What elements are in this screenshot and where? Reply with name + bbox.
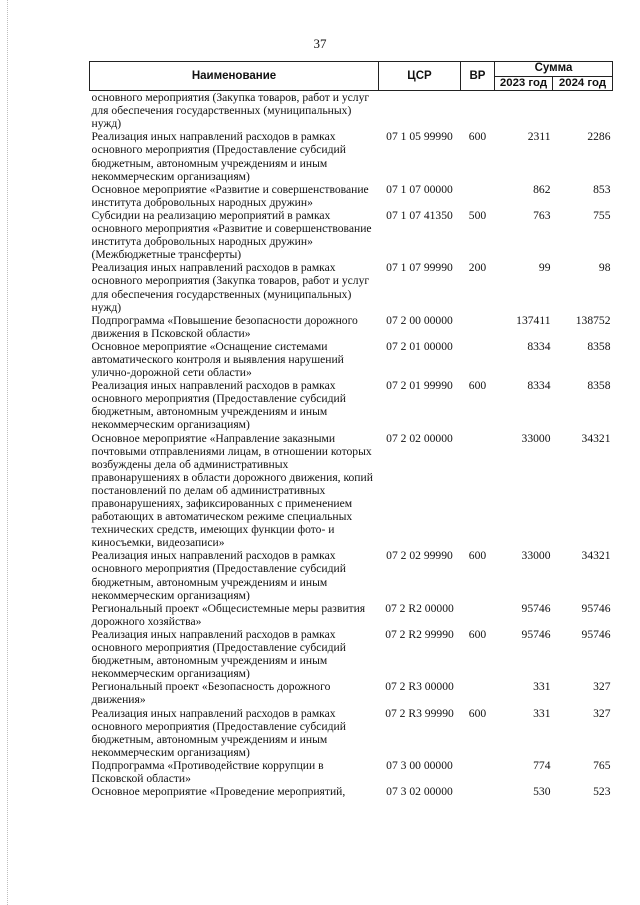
- row-name-cell: Региональный проект «Общесистемные меры развития дорожного хозяйства»: [91, 601, 366, 628]
- row-vr-cell: [461, 602, 495, 628]
- header-sum: Сумма: [495, 62, 613, 77]
- row-name-cell: Подпрограмма «Противодействие коррупции в Псковской области»: [91, 758, 324, 785]
- table-row: [90, 707, 613, 759]
- row-vr-cell: [461, 314, 495, 340]
- row-vr-cell: [461, 432, 495, 550]
- row-vr-cell: [461, 785, 495, 798]
- row-2023-cell: [495, 91, 553, 131]
- table-row: [90, 379, 613, 431]
- page-number: 37: [313, 36, 327, 51]
- row-name-cell: Реализация иных направлений расходов в рамках основного мероприятия (Предоставление субсидий бюджетным, автономным учреждениям и иным некоммерческим организациям): [91, 706, 346, 759]
- row-csr-cell: 07 2 R3 99990: [385, 706, 454, 720]
- row-2023-cell: 331: [533, 706, 551, 720]
- row-vr-cell: 600: [468, 706, 487, 720]
- table-row: [90, 549, 613, 601]
- row-vr-cell: [461, 340, 495, 379]
- header-name: Наименование: [90, 62, 379, 91]
- row-2023-cell: 95746: [521, 627, 551, 641]
- header-csr: ЦСР: [379, 62, 461, 91]
- row-name-cell: Субсидии на реализацию мероприятий в рамках основного мероприятия «Развитие и совершенствование института добровольных народных дружин» (Межбюджетные трансферты): [91, 208, 372, 262]
- row-name-cell: Реализация иных направлений расходов в рамках основного мероприятия (Предоставление субсидий бюджетным, автономным учреждениям и иным некоммерческим организациям): [91, 549, 346, 602]
- row-csr-cell: 07 2 02 99990: [386, 549, 453, 563]
- row-2023-cell: 331: [533, 680, 551, 694]
- row-2024-cell: [553, 91, 613, 131]
- row-2024-cell: 765: [593, 758, 611, 772]
- row-vr-cell: 600: [468, 549, 487, 563]
- table-row: [90, 602, 613, 628]
- row-name-cell: Основное мероприятие «Направление заказными почтовыми отправлениями лицам, в отношении которых возбуждены дела об административных правонарушениях в области дорожного движения, копий постановлений по делам об административных правонарушениях, зафиксированных с применением работающих в автоматическом режиме специальных технических средств, имеющих функции фото- и киносъемки, видеозаписи»: [91, 431, 373, 550]
- row-csr-cell: 07 2 R3 00000: [385, 680, 454, 694]
- row-2024-cell: 34321: [581, 431, 611, 445]
- row-name-cell: Основное мероприятие «Оснащение системами автоматического контроля и выявления нарушений улично-дорожной сети области»: [91, 339, 344, 380]
- row-csr-cell: 07 2 02 00000: [386, 431, 453, 445]
- header-vr: ВР: [461, 62, 495, 91]
- row-vr-cell: 500: [468, 208, 487, 222]
- row-2024-cell: 95746: [581, 601, 611, 615]
- table-row: [90, 183, 613, 209]
- row-csr-cell: 07 2 R2 00000: [385, 601, 454, 615]
- row-2024-cell: 34321: [581, 549, 611, 563]
- row-2023-cell: 774: [533, 758, 551, 772]
- row-name-cell: Реализация иных направлений расходов в рамках основного мероприятия (Предоставление субсидий бюджетным, автономным учреждениям и иным некоммерческим организациям): [91, 627, 346, 681]
- row-csr-cell: 07 1 07 00000: [386, 182, 453, 196]
- table-row: [90, 209, 613, 261]
- row-csr-cell: 07 1 07 41350: [386, 208, 453, 222]
- table-row: [90, 759, 613, 785]
- row-name-cell: основного мероприятия (Закупка товаров, работ и услуг для обеспечения государственных (муниципальных) нужд): [91, 91, 370, 131]
- row-2023-cell: 8334: [527, 379, 551, 393]
- table-row: [90, 130, 613, 182]
- row-2024-cell: 327: [593, 680, 611, 694]
- row-2024-cell: 853: [593, 182, 611, 196]
- row-2024-cell: 95746: [581, 627, 611, 641]
- row-csr-cell: [379, 91, 461, 131]
- row-vr-cell: 600: [468, 627, 487, 641]
- table-row: [90, 785, 613, 798]
- row-2024-cell: 755: [593, 208, 611, 222]
- budget-table: [89, 61, 613, 798]
- row-2024-cell: 8358: [587, 379, 611, 393]
- header-year-2024: 2024 год: [553, 77, 613, 91]
- table-body: [90, 91, 613, 799]
- table-row: [90, 340, 613, 379]
- row-name-cell: Основное мероприятие «Развитие и совершенствование института добровольных народных дружин»: [91, 182, 369, 209]
- row-2023-cell: 862: [533, 182, 551, 196]
- row-name-cell: Реализация иных направлений расходов в рамках основного мероприятия (Предоставление субсидий бюджетным, автономным учреждениям и иным некоммерческим организациям): [91, 130, 346, 183]
- row-csr-cell: 07 2 R2 99990: [385, 627, 454, 641]
- row-2024-cell: 2286: [587, 130, 611, 144]
- row-2023-cell: 2311: [527, 130, 551, 144]
- row-2023-cell: 530: [533, 785, 551, 799]
- table-row: [90, 432, 613, 550]
- row-name-cell: Реализация иных направлений расходов в рамках основного мероприятия (Предоставление субсидий бюджетным, автономным учреждениям и иным некоммерческим организациям): [91, 379, 346, 432]
- row-name-cell: Реализация иных направлений расходов в рамках основного мероприятия (Закупка товаров, работ и услуг для обеспечения государственных (муниципальных) нужд): [91, 261, 370, 314]
- row-2023-cell: 33000: [521, 431, 551, 445]
- row-2024-cell: 327: [593, 706, 611, 720]
- table-row: [90, 314, 613, 340]
- row-2023-cell: 763: [533, 208, 551, 222]
- row-vr-cell: [461, 183, 495, 209]
- row-csr-cell: 07 1 05 99990: [386, 130, 453, 144]
- row-vr-cell: 600: [468, 379, 487, 393]
- row-csr-cell: 07 3 00 00000: [386, 758, 453, 772]
- row-vr-cell: 200: [468, 261, 487, 275]
- row-2023-cell: 95746: [521, 601, 551, 615]
- table-row: [90, 261, 613, 313]
- table-row: [90, 628, 613, 680]
- row-vr-cell: [461, 680, 495, 706]
- row-csr-cell: 07 2 01 00000: [386, 339, 453, 353]
- table-row: [90, 91, 613, 131]
- row-2023-cell: 99: [538, 261, 551, 275]
- row-csr-cell: 07 2 01 99990: [386, 379, 453, 393]
- row-vr-cell: [461, 91, 495, 131]
- row-2024-cell: 523: [593, 785, 611, 799]
- header-year-2023: 2023 год: [495, 77, 553, 91]
- row-csr-cell: 07 2 00 00000: [386, 313, 453, 327]
- row-2024-cell: 8358: [587, 339, 611, 353]
- row-2023-cell: 33000: [521, 549, 551, 563]
- row-name-cell: Подпрограмма «Повышение безопасности дорожного движения в Псковской области»: [91, 313, 358, 340]
- row-vr-cell: [461, 759, 495, 785]
- row-name-cell: Основное мероприятие «Проведение мероприятий,: [91, 785, 346, 799]
- row-name-cell: Региональный проект «Безопасность дорожного движения»: [91, 680, 331, 707]
- row-csr-cell: 07 3 02 00000: [386, 785, 453, 799]
- row-csr-cell: 07 1 07 99990: [386, 261, 453, 275]
- row-2023-cell: 137411: [516, 313, 551, 327]
- row-2024-cell: 138752: [575, 313, 611, 327]
- row-2023-cell: 8334: [527, 339, 551, 353]
- scan-edge-line: [7, 0, 8, 905]
- row-2024-cell: 98: [598, 261, 611, 275]
- table-row: [90, 680, 613, 706]
- row-vr-cell: 600: [468, 130, 487, 144]
